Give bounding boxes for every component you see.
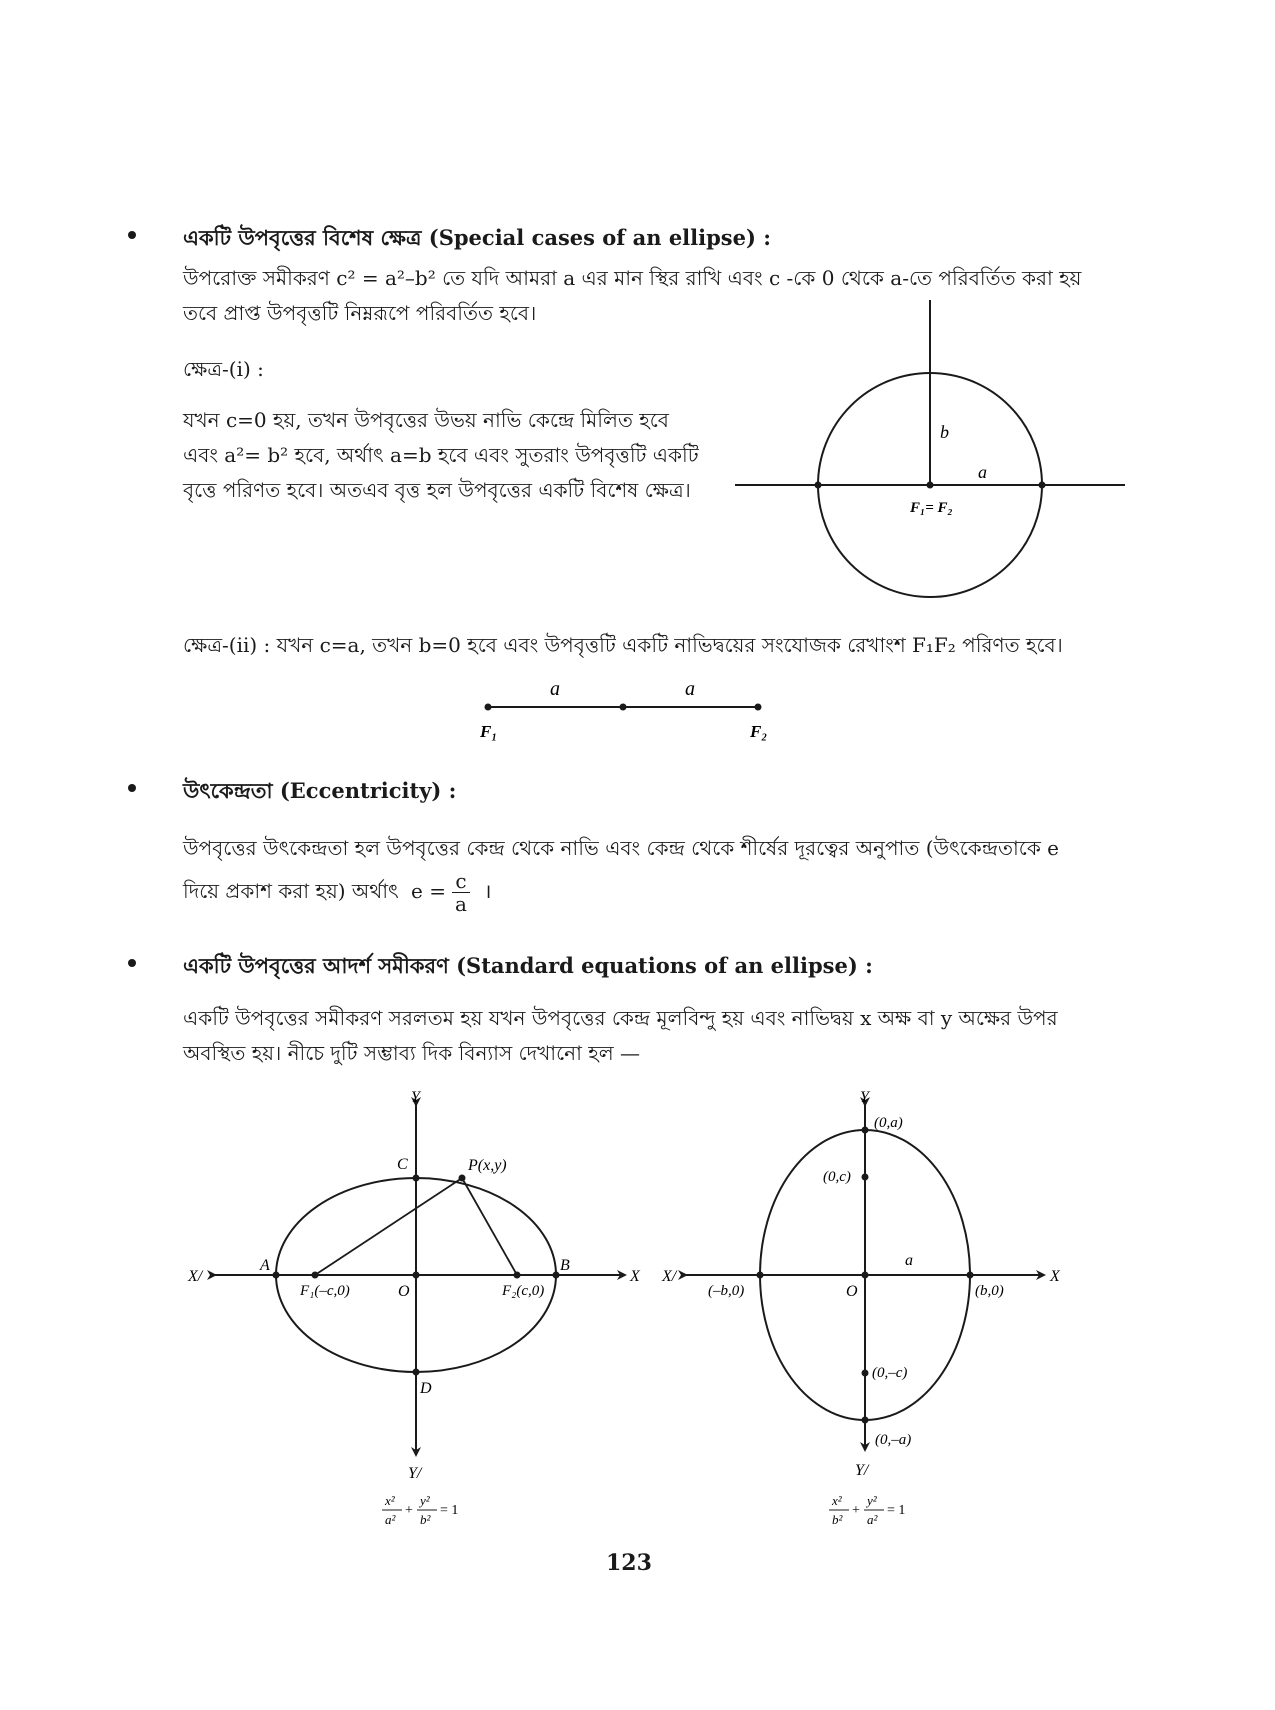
circle-label-center: F₁= F₂ [910,500,953,516]
v-point-right [967,1272,974,1279]
standard-equations-heading: একটি উপবৃত্তের আদর্শ সমীকরণ (Standard equations of an ellipse) : [183,953,873,978]
case1-label: ক্ষেত্র-(i) : [183,357,264,381]
h-label-x-right: X [630,1268,640,1285]
h-label-f1: F₁(–c,0) [300,1283,350,1299]
v-point-focus-top [862,1174,869,1181]
h-label-y-top: Y [411,1089,420,1106]
segment-label-f1: F₁ [480,722,498,741]
h-eq-plus: + [405,1503,413,1518]
circle-right-point [1039,482,1046,489]
v-point-top [862,1127,869,1134]
h-point-b [553,1272,560,1279]
segment-point-f1 [485,704,492,711]
h-label-x-left: X/ [188,1268,203,1285]
eccentricity-formula-lhs: e = [411,879,446,903]
v-label-focus-bottom: (0,–c) [872,1365,908,1381]
v-label-bottom: (0,–a) [875,1432,912,1448]
eccentricity-line1: উপবৃত্তের উৎকেন্দ্রতা হল উপবৃত্তের কেন্দ্র থেকে নাভি এবং কেন্দ্র থেকে শীর্ষের দূরত্বের অনুপাত (উৎকেন্দ্রতাকে e [183,836,1060,860]
circle-diagram [730,300,1130,600]
h-eq-den2: b² [420,1512,431,1527]
h-focal-line-1 [315,1178,462,1275]
segment-point-f2 [755,704,762,711]
standard-equations-line2: অবস্থিত হয়। নীচে দুটি সম্ভাব্য দিক বিন্যাস দেখানো হল — [183,1041,641,1065]
h-eq-rhs: = 1 [440,1503,459,1518]
segment-diagram [470,675,790,750]
h-point-o [413,1272,420,1279]
bullet-standard-equations [128,959,136,967]
h-point-f2 [514,1272,521,1279]
h-label-p: P(x,y) [468,1157,507,1174]
v-label-focus-top: (0,c) [823,1169,851,1185]
h-label-f2: F₂(c,0) [502,1283,545,1299]
special-cases-heading: একটি উপবৃত্তের বিশেষ ক্ষেত্র (Special cases of an ellipse) : [183,225,771,250]
eccentricity-formula-end: । [483,879,492,903]
segment-point-center [620,704,627,711]
eccentricity-fraction-num: c [452,870,469,893]
circle-left-point [815,482,822,489]
v-eq-num1: x² [832,1493,842,1508]
segment-label-a-left: a [550,678,560,700]
h-point-a [273,1272,280,1279]
v-label-a: a [905,1252,913,1269]
v-label-o: O [846,1283,858,1300]
bullet-eccentricity [128,784,136,792]
h-eq-den1: a² [385,1512,396,1527]
circle-label-a: a [978,462,987,482]
h-point-f1 [312,1272,319,1279]
v-label-x-right: X [1050,1268,1060,1285]
h-point-d [413,1369,420,1376]
case1-line2: এবং a²= b² হবে, অর্থাৎ a=b হবে এবং সুতরাং উপবৃত্তটি একটি [183,443,699,467]
v-label-top: (0,a) [874,1115,903,1131]
page-number: 123 [606,1550,652,1576]
h-label-d: D [420,1380,432,1397]
eccentricity-fraction-den: a [454,892,467,916]
eccentricity-fraction [452,870,469,915]
v-point-focus-bottom [862,1370,869,1377]
standard-equations-line1: একটি উপবৃত্তের সমীকরণ সরলতম হয় যখন উপবৃত্তের কেন্দ্র মূলবিন্দু হয় এবং নাভিদ্বয় x অক্ষ বা y অক্ষের উপর [183,1006,1058,1030]
case1-line1: যখন c=0 হয়, তখন উপবৃত্তের উভয় নাভি কেন্দ্রে মিলিত হবে [183,408,669,432]
v-label-x-left: X/ [662,1268,677,1285]
eccentricity-heading: উৎকেন্দ্রতা (Eccentricity) : [183,778,457,803]
case1-line3: বৃত্তে পরিণত হবে। অতএব বৃত্ত হল উপবৃত্তের একটি বিশেষ ক্ষেত্র। [183,478,691,502]
v-eq-plus: + [852,1503,860,1518]
segment-label-f2: F₂ [750,722,768,741]
h-eq-num1: x² [385,1493,395,1508]
special-cases-intro-line1: উপরোক্ত সমীকরণ c² = a²–b² তে যদি আমরা a এর মান স্থির রাখি এবং c -কে 0 থেকে a-তে পরিবর্তিত করা হয় [183,266,1082,290]
eccentricity-line2 [183,870,492,915]
v-label-y-bottom: Y/ [855,1462,869,1479]
v-eq-den1: b² [832,1512,843,1527]
v-eq-rhs: = 1 [887,1503,906,1518]
h-label-c: C [397,1156,408,1173]
circle-center-point [927,482,934,489]
v-eq-num2: y² [867,1493,877,1508]
h-point-p [459,1175,466,1182]
h-label-y-bottom: Y/ [408,1465,422,1482]
v-label-y-top: Y [860,1089,869,1106]
h-eq-num2: y² [420,1493,430,1508]
segment-label-a-right: a [685,678,695,700]
circle-label-b: b [940,422,949,442]
eccentricity-line2-text: দিয়ে প্রকাশ করা হয়) অর্থাৎ [183,879,399,903]
special-cases-intro-line2: তবে প্রাপ্ত উপবৃত্তটি নিম্নরূপে পরিবর্তিত হবে। [183,301,537,325]
v-point-o [862,1272,869,1279]
v-label-left: (–b,0) [708,1283,745,1299]
h-point-c [413,1175,420,1182]
bullet-special-cases [128,231,136,239]
v-eq-den2: a² [867,1512,878,1527]
v-point-bottom [862,1417,869,1424]
h-label-a: A [260,1257,270,1274]
case2-text: ক্ষেত্র-(ii) : যখন c=a, তখন b=0 হবে এবং উপবৃত্তটি একটি নাভিদ্বয়ের সংযোজক রেখাংশ F₁F₂ পরিণত হবে। [183,633,1063,657]
v-label-right: (b,0) [975,1283,1004,1299]
h-label-b: B [560,1257,570,1274]
h-label-o: O [398,1283,410,1300]
horizontal-ellipse-diagram [180,1080,660,1530]
vertical-ellipse-diagram [660,1080,1080,1530]
v-point-left [757,1272,764,1279]
